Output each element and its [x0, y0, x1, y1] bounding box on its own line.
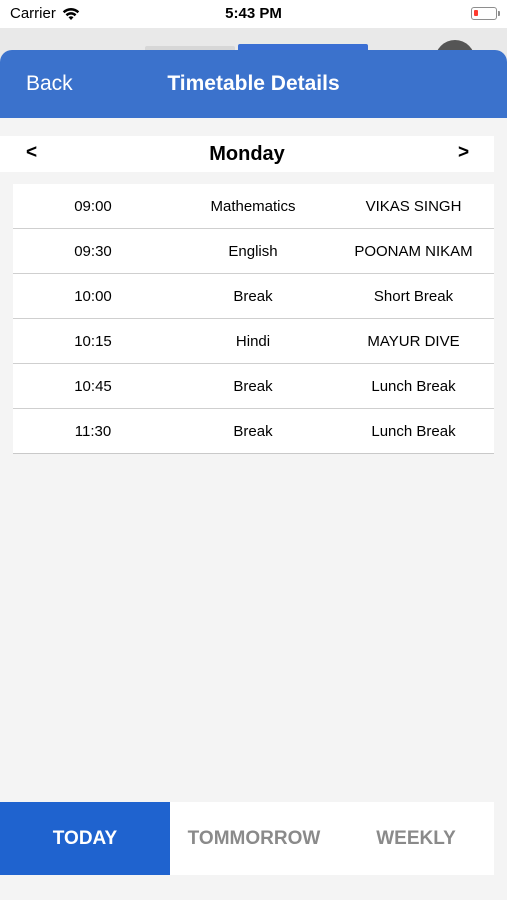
table-row	[13, 274, 494, 319]
timetable-sheet	[0, 50, 507, 900]
page-title: Timetable Details	[167, 72, 340, 95]
period-subject: Mathematics	[210, 198, 296, 215]
table-row	[13, 229, 494, 274]
table-row	[13, 364, 494, 409]
next-day-button[interactable]: >	[458, 142, 470, 163]
tab-today[interactable]: TODAY	[0, 802, 170, 875]
period-teacher: POONAM NIKAM	[354, 243, 473, 260]
table-row	[13, 409, 494, 454]
day-label: Monday	[209, 143, 285, 165]
tab-tomorrow[interactable]: TOMMORROW	[187, 827, 321, 849]
battery-icon	[471, 7, 497, 20]
period-time: 10:15	[74, 333, 112, 350]
period-subject: Hindi	[235, 333, 271, 350]
period-time: 10:45	[74, 378, 112, 395]
previous-day-button[interactable]: <	[26, 142, 38, 163]
day-selector	[0, 136, 494, 172]
status-bar	[0, 0, 507, 28]
period-subject: English	[228, 243, 278, 260]
period-subject: Break	[233, 423, 273, 440]
period-teacher: MAYUR DIVE	[367, 333, 460, 350]
period-subject: Break	[233, 288, 273, 305]
period-time: 11:30	[74, 423, 112, 440]
period-time: 09:30	[74, 243, 112, 260]
table-row	[13, 319, 494, 364]
tab-weekly[interactable]: WEEKLY	[376, 827, 456, 849]
bottom-tab-bar	[0, 802, 494, 875]
table-row	[13, 184, 494, 229]
navigation-bar	[0, 50, 507, 118]
period-teacher: VIKAS SINGH	[365, 198, 462, 215]
period-time: 09:00	[74, 198, 112, 215]
period-teacher: Short Break	[373, 288, 454, 305]
carrier-label: Carrier	[10, 5, 56, 22]
back-button[interactable]: Back	[26, 72, 73, 95]
period-subject: Break	[233, 378, 273, 395]
clock: 5:43 PM	[225, 5, 282, 22]
period-time: 10:00	[74, 288, 112, 305]
timetable-list	[13, 184, 494, 454]
period-teacher: Lunch Break	[371, 423, 456, 440]
battery-level	[474, 10, 478, 16]
period-teacher: Lunch Break	[371, 378, 456, 395]
